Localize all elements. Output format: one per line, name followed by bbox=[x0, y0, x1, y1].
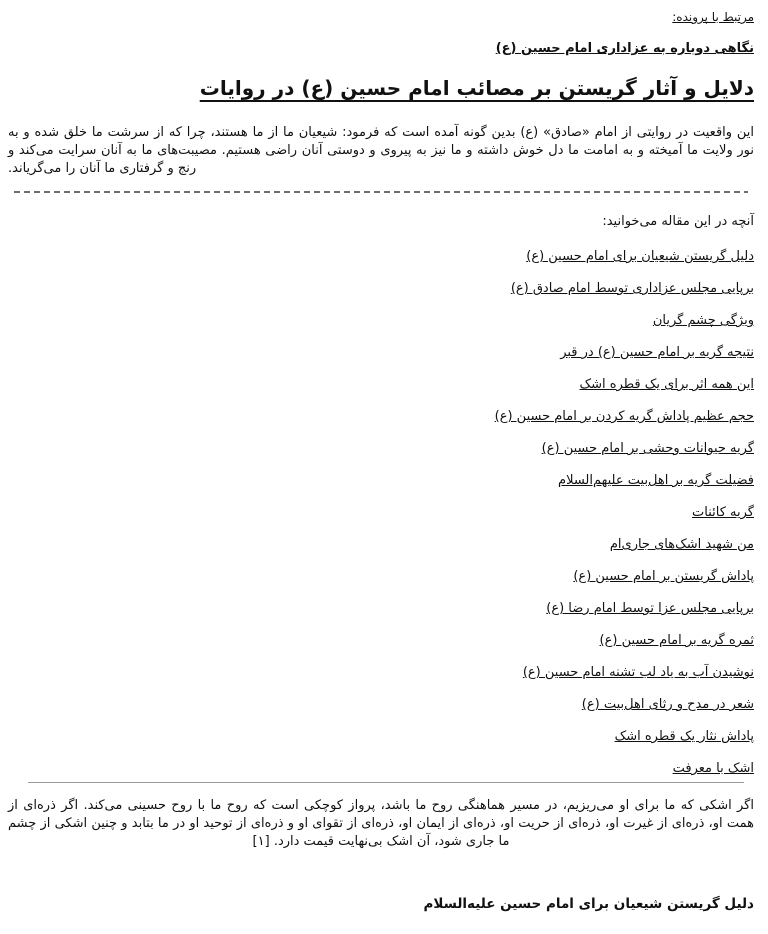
toc-link[interactable]: نوشیدن آب به یاد لب تشنه امام حسین (ع) bbox=[522, 665, 754, 680]
toc-link[interactable]: ویژگی چشم گریان bbox=[652, 313, 754, 328]
horizontal-rule bbox=[28, 782, 744, 783]
toc-link[interactable]: حجم عظیم پاداش گریه کردن بر امام حسین (ع) bbox=[494, 409, 754, 424]
toc-item bbox=[8, 568, 754, 586]
toc-item bbox=[8, 344, 754, 362]
toc-heading: آنچه در این مقاله می‌خوانید: bbox=[602, 214, 754, 229]
table-of-contents bbox=[8, 248, 754, 778]
quote-paragraph: اگر اشکی که ما برای او می‌ریزیم، در مسیر هماهنگی روح ما باشد، پرواز کوچکی است که روح ما با روح حسینی می‌کند. اگر ذره‌ای از همت او، ذره‌ای از غیرت او، ذره‌ای از حریت او، ذره‌ای از ایمان او، ذره‌ای از تقوای او و ذره‌ای از توحید او در ما بتابد و چنین اشکی از چشم ما جاری شود، آن اشک بی‌نهایت قیمت دارد. [۱] bbox=[8, 798, 754, 849]
intro-paragraph: این واقعیت در روایتی از امام «صادق» (ع) بدین گونه آمده است که فرمود: شیعیان ما از ما هستند، چرا که از سرشت ما خلق شده و به نور ولایت ما آمیخته و به امامت ما دل خوش داشته و ما نیز به پیروی و دوستی آنان راضی هستیم. مصیبت‌های ما به آنان سرایت می‌کند و رنج و گرفتاری ما آنان را می‌گریاند. bbox=[8, 125, 754, 176]
toc-link[interactable]: شعر در مدح و رثای اهل‌بیت (ع) bbox=[581, 697, 754, 712]
toc-item bbox=[8, 728, 754, 746]
dashed-separator bbox=[14, 191, 748, 193]
toc-item bbox=[8, 504, 754, 522]
related-file-label: مرتبط با پرونده: bbox=[672, 10, 754, 24]
toc-link[interactable]: من شهید اشک‌های جاری‌ام bbox=[609, 537, 754, 552]
toc-item bbox=[8, 440, 754, 458]
toc-item bbox=[8, 248, 754, 266]
toc-item bbox=[8, 472, 754, 490]
toc-item bbox=[8, 600, 754, 618]
toc-link[interactable]: فضیلت گریه بر اهل‌بیت علیهم‌السلام bbox=[558, 473, 754, 488]
toc-item bbox=[8, 664, 754, 682]
toc-link[interactable]: برپایی مجلس عزاداری توسط امام صادق (ع) bbox=[510, 281, 754, 296]
toc-item bbox=[8, 280, 754, 298]
toc-link[interactable]: پاداش گریستن بر امام حسین (ع) bbox=[573, 569, 754, 584]
section-heading: دلیل گریستن شیعیان برای امام حسین علیه‌السلام bbox=[423, 896, 754, 912]
toc-link[interactable]: اشک با معرفت bbox=[672, 761, 754, 776]
toc-item bbox=[8, 536, 754, 554]
toc-link[interactable]: دلیل گریستن شیعیان برای امام حسین (ع) bbox=[526, 249, 754, 264]
toc-link[interactable]: پاداش نثار یک قطره اشک bbox=[614, 729, 754, 744]
toc-link[interactable]: گریه حیوانات وحشی بر امام حسین (ع) bbox=[541, 441, 754, 456]
toc-item bbox=[8, 376, 754, 394]
related-article-link[interactable]: نگاهی دوباره به عزاداری امام حسین (ع) bbox=[495, 41, 754, 56]
toc-item bbox=[8, 760, 754, 778]
toc-link[interactable]: این همه اثر برای یک قطره اشک bbox=[579, 377, 754, 392]
page-title: دلایل و آثار گریستن بر مصائب امام حسین (ع) در روایات bbox=[199, 76, 754, 100]
toc-link[interactable]: گریه کائنات bbox=[692, 505, 754, 520]
toc-item bbox=[8, 696, 754, 714]
toc-link[interactable]: نتیجه گریه بر امام حسین (ع) در قبر bbox=[560, 345, 754, 360]
toc-item bbox=[8, 408, 754, 426]
toc-item bbox=[8, 312, 754, 330]
toc-link[interactable]: برپایی مجلس عزا توسط امام رضا (ع) bbox=[546, 601, 754, 616]
toc-item bbox=[8, 632, 754, 650]
toc-link[interactable]: ثمره گریه بر امام حسین (ع) bbox=[599, 633, 754, 648]
